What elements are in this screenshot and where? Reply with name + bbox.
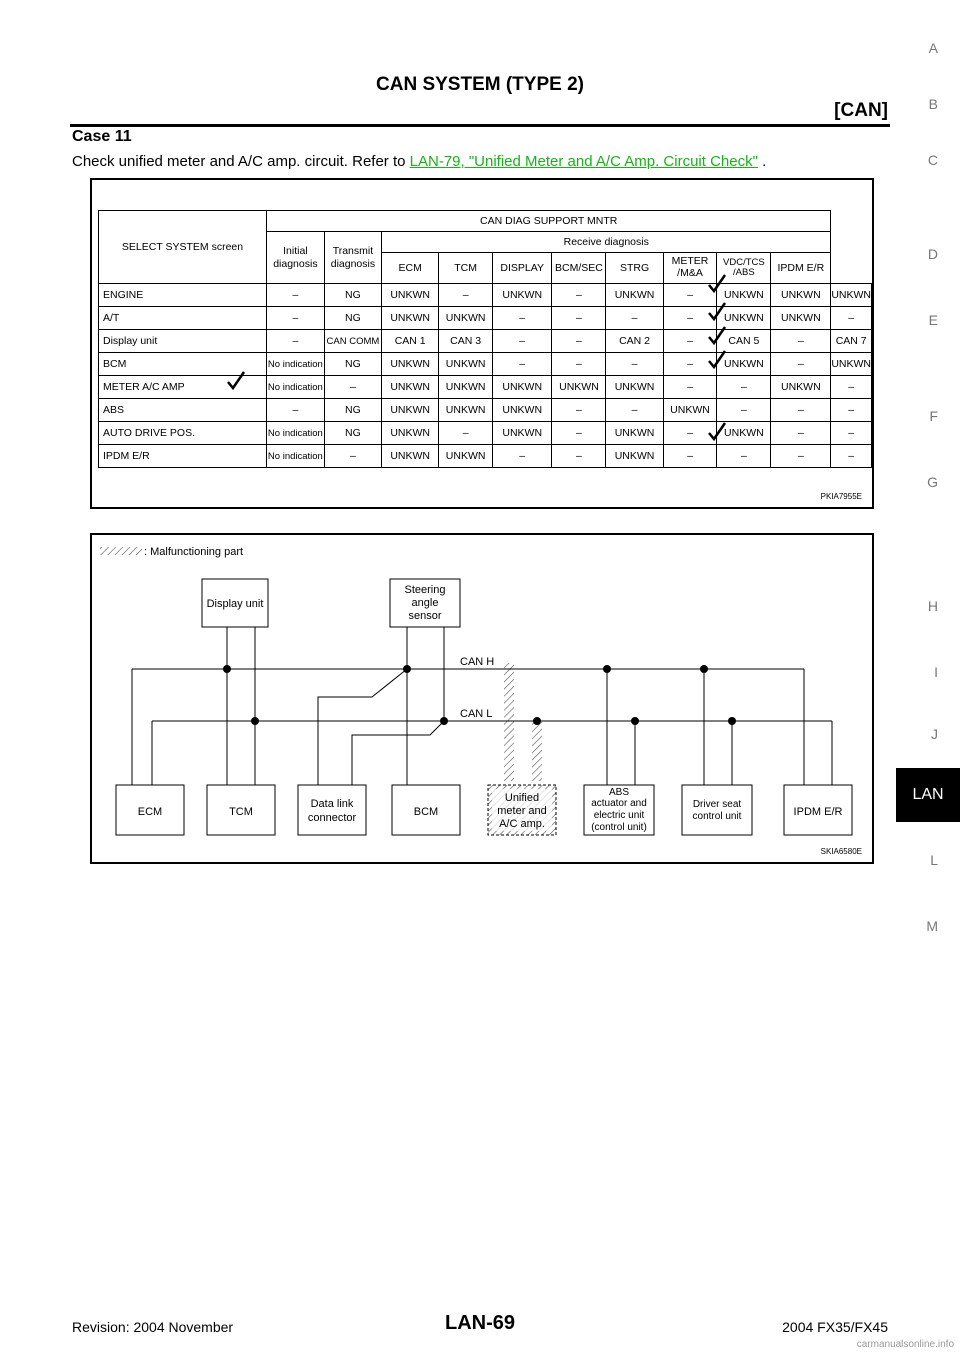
row-system-name: A/T (99, 307, 267, 330)
side-index-m[interactable]: M (926, 918, 938, 934)
table-cell: No indication (267, 353, 325, 376)
table-cell: – (663, 284, 717, 307)
table-cell: UNKWN (492, 422, 551, 445)
row-system-name: AUTO DRIVE POS. (99, 422, 267, 445)
unified-label: meter and (497, 805, 547, 817)
row-system-name: ABS (99, 399, 267, 422)
table-cell: – (439, 422, 493, 445)
can-diag-group-header: CAN DIAG SUPPORT MNTR (267, 211, 831, 232)
table-cell: – (663, 353, 717, 376)
table-cell: – (717, 445, 771, 468)
side-index-b[interactable]: B (928, 96, 938, 112)
table-cell: – (267, 284, 325, 307)
check-mark-icon (707, 326, 727, 346)
table-cell: – (663, 330, 717, 353)
table-cell: UNKWN (439, 307, 493, 330)
table-cell: – (492, 330, 551, 353)
figure-code: SKIA6580E (820, 847, 862, 856)
malfunction-wire-l (532, 719, 542, 781)
side-index-a[interactable]: A (928, 40, 938, 56)
table-cell: – (552, 307, 606, 330)
table-cell: – (717, 376, 771, 399)
table-row (99, 376, 872, 399)
check-mark-icon (707, 274, 727, 294)
table-cell: UNKWN (663, 399, 717, 422)
table-cell: UNKWN (717, 307, 771, 330)
table-cell: – (552, 422, 606, 445)
header-divider (70, 124, 890, 127)
table-cell: – (324, 376, 381, 399)
side-index-h[interactable]: H (927, 598, 938, 614)
table-cell: CAN COMM (324, 330, 381, 353)
table-cell: UNKWN (606, 422, 663, 445)
table-cell: UNKWN (831, 284, 872, 307)
table-cell: NG (324, 399, 381, 422)
side-index-f[interactable]: F (929, 408, 938, 424)
table-cell: – (492, 445, 551, 468)
driver-seat-label: Driver seat (692, 799, 742, 810)
table-cell: NG (324, 284, 381, 307)
malfunction-legend-swatch (100, 547, 142, 555)
data-link-connector-box (298, 785, 366, 835)
table-cell: – (606, 353, 663, 376)
table-cell: – (771, 330, 831, 353)
table-cell: No indication (267, 445, 325, 468)
page-title: CAN SYSTEM (TYPE 2) (376, 74, 584, 95)
can-h-label: CAN H (460, 656, 495, 668)
instruction-lead: Check unified meter and A/C amp. circuit. Refer to (72, 153, 410, 170)
table-cell: – (439, 284, 493, 307)
table-cell: UNKWN (382, 422, 439, 445)
table-cell: UNKWN (382, 307, 439, 330)
side-index-j[interactable]: J (931, 726, 938, 742)
malfunction-wire-h (504, 663, 514, 781)
table-cell: – (492, 307, 551, 330)
footer-revision: Revision: 2004 November (72, 1319, 234, 1335)
table-cell: CAN 7 (831, 330, 872, 353)
table-cell: UNKWN (717, 353, 771, 376)
table-row (99, 353, 872, 376)
table-cell: No indication (267, 422, 325, 445)
table-cell: – (831, 307, 872, 330)
abs-label: actuator and (591, 798, 647, 809)
table-cell: UNKWN (439, 399, 493, 422)
table-cell: UNKWN (492, 376, 551, 399)
receive-column-header: DISPLAY (492, 253, 551, 284)
receive-column-header: TCM (439, 253, 493, 284)
display-unit-label: Display unit (206, 598, 264, 610)
table-cell: – (324, 445, 381, 468)
receive-diagnosis-header: Receive diagnosis (382, 232, 831, 253)
table-row (99, 284, 872, 307)
table-body (99, 284, 872, 468)
row-system-name: Display unit (99, 330, 267, 353)
section-label: [CAN] (834, 100, 888, 121)
side-index (898, 0, 960, 1358)
table-cell: – (771, 399, 831, 422)
table-cell: UNKWN (382, 284, 439, 307)
table-cell: CAN 1 (382, 330, 439, 353)
tcm-label: TCM (229, 806, 253, 818)
table-cell: UNKWN (382, 445, 439, 468)
receive-column-header: STRG (606, 253, 663, 284)
table-cell: UNKWN (382, 399, 439, 422)
can-diag-table-figure (90, 178, 874, 509)
side-index-i[interactable]: I (934, 664, 938, 680)
table-cell: NG (324, 422, 381, 445)
table-cell: – (552, 399, 606, 422)
table-cell: UNKWN (771, 307, 831, 330)
can-diag-table (98, 210, 872, 468)
table-cell: UNKWN (439, 445, 493, 468)
table-cell: UNKWN (771, 284, 831, 307)
data-link-label: Data link (310, 798, 354, 810)
steering-label: sensor (408, 610, 442, 622)
row-system-name: BCM (99, 353, 267, 376)
figure-code: PKIA7955E (820, 492, 862, 501)
table-cell: NG (324, 353, 381, 376)
receive-column-header: BCM/SEC (552, 253, 606, 284)
table-cell: UNKWN (606, 284, 663, 307)
table-cell: NG (324, 307, 381, 330)
table-row (99, 422, 872, 445)
data-link-label: connector (307, 812, 357, 824)
page-number: LAN-69 (444, 1312, 515, 1334)
table-cell: – (663, 307, 717, 330)
row-system-name: ENGINE (99, 284, 267, 307)
side-index-lan-active[interactable]: LAN (896, 768, 960, 822)
receive-column-header: ECM (382, 253, 439, 284)
driver-seat-box (682, 785, 752, 835)
table-cell: – (831, 376, 872, 399)
row-system-name: IPDM E/R (99, 445, 267, 468)
table-cell: UNKWN (606, 445, 663, 468)
bcm-label: BCM (413, 806, 439, 818)
table-cell: UNKWN (717, 284, 771, 307)
driver-seat-label: control unit (692, 811, 742, 822)
side-index-e[interactable]: E (928, 312, 938, 328)
ecm-label: ECM (137, 806, 163, 818)
table-cell: – (606, 307, 663, 330)
abs-label: ABS (608, 787, 630, 798)
side-index-l[interactable]: L (930, 852, 938, 868)
table-row (99, 399, 872, 422)
table-cell: – (831, 422, 872, 445)
table-cell: UNKWN (439, 376, 493, 399)
table-cell: UNKWN (606, 376, 663, 399)
table-cell: – (552, 284, 606, 307)
table-cell: UNKWN (439, 353, 493, 376)
abs-label: electric unit (593, 810, 645, 821)
table-cell: UNKWN (382, 353, 439, 376)
row-system-name: METER A/C AMP (99, 376, 267, 399)
table-cell: CAN 2 (606, 330, 663, 353)
table-cell: – (663, 445, 717, 468)
unified-label: A/C amp. (499, 818, 545, 830)
case-heading: Case 11 (72, 128, 132, 145)
table-cell: No indication (267, 376, 325, 399)
reference-link[interactable]: LAN-79, "Unified Meter and A/C Amp. Circuit Check" (409, 153, 758, 170)
table-cell: – (606, 399, 663, 422)
table-cell: CAN 3 (439, 330, 493, 353)
table-cell: – (267, 330, 325, 353)
table-cell: – (267, 307, 325, 330)
table-cell: – (267, 399, 325, 422)
table-cell: UNKWN (771, 376, 831, 399)
side-index-g[interactable]: G (927, 474, 938, 490)
table-cell: UNKWN (492, 284, 551, 307)
table-cell: – (831, 399, 872, 422)
table-row (99, 307, 872, 330)
table-cell: UNKWN (492, 399, 551, 422)
can-wiring-diagram-figure (90, 533, 874, 864)
abs-label: (control unit) (591, 822, 647, 833)
table-cell: – (552, 353, 606, 376)
watermark: carmanualsonline.info (856, 1339, 954, 1350)
table-cell: CAN 5 (717, 330, 771, 353)
table-row (99, 330, 872, 353)
receive-column-header: METER /M&A (663, 253, 717, 284)
table-cell: – (552, 445, 606, 468)
instruction-text (72, 153, 766, 170)
side-index-c[interactable]: C (927, 152, 938, 168)
check-mark-icon (226, 371, 246, 391)
steering-label: Steering (404, 584, 446, 596)
select-system-header: SELECT SYSTEM screen (99, 211, 267, 284)
table-cell: – (831, 445, 872, 468)
ipdm-label: IPDM E/R (793, 806, 843, 818)
check-mark-icon (707, 302, 727, 322)
table-cell: – (663, 422, 717, 445)
legend-text: : Malfunctioning part (144, 546, 244, 558)
side-index-d[interactable]: D (927, 246, 938, 262)
table-cell: – (771, 422, 831, 445)
table-cell: UNKWN (717, 422, 771, 445)
table-cell: UNKWN (831, 353, 872, 376)
transmit-diagnosis-header: Transmit diagnosis (324, 232, 381, 284)
steering-label: angle (411, 597, 439, 609)
table-cell: – (663, 376, 717, 399)
table-cell: UNKWN (552, 376, 606, 399)
table-row (99, 445, 872, 468)
receive-column-header: VDC/TCS /ABS (717, 253, 771, 284)
table-cell: – (771, 353, 831, 376)
table-cell: UNKWN (382, 376, 439, 399)
table-cell: – (552, 330, 606, 353)
table-cell: – (492, 353, 551, 376)
footer-model: 2004 FX35/FX45 (782, 1319, 888, 1335)
check-mark-icon (707, 422, 727, 442)
check-mark-icon (707, 350, 727, 370)
table-cell: – (771, 445, 831, 468)
initial-diagnosis-header: Initial diagnosis (267, 232, 325, 284)
can-l-label: CAN L (460, 708, 493, 720)
can-wiring-diagram (92, 535, 872, 862)
receive-column-header: IPDM E/R (771, 253, 831, 284)
unified-label: Unified (504, 792, 540, 804)
instruction-tail: . (757, 153, 767, 170)
table-cell: – (717, 399, 771, 422)
